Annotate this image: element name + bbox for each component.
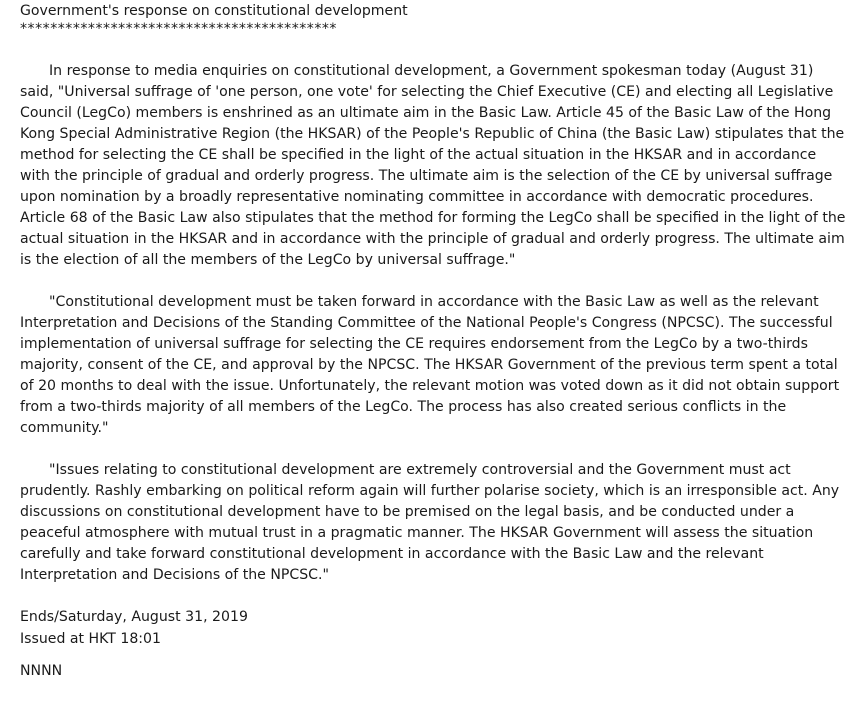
document-title: Government's response on constitutional development [20,3,408,19]
end-mark: NNNN [20,663,63,679]
issued-time: Issued at HKT 18:01 [20,631,161,647]
paragraph-1: In response to media enquiries on constitutional development, a Government spokesman today (August 31) said, "Universal suffrage of 'one person, one vote' for selecting the Chief Executive (CE) and electing all Legislative Council (LegCo) members is enshrined as an ultimate aim in the Basic Law. Article 45 of the Basic Law of the Hong Kong Special Administrative Region (the HKSAR) of the People's Republic of China (the Basic Law) stipulates that the method for selecting the CE shall be specified in the light of the actual situation in the HKSAR and in accordance with the principle of gradual and orderly progress. The ultimate aim is the selection of the CE by universal suffrage upon nomination by a broadly representative nominating committee in accordance with democratic procedures. Article 68 of the Basic Law also stipulates that the method for forming the LegCo shall be specified in the light of the actual situation in the HKSAR and in accordance with the principle of gradual and orderly progress. The ultimate aim is the election of all the members of the LegCo by universal suffrage." [20,63,846,268]
paragraph-3: "Issues relating to constitutional development are extremely controversial and the Government must act prudently. Rashly embarking on political reform again will further polarise society, which is an irresponsible act. Any discussions on constitutional development have to be premised on the legal basis, and be conducted under a peaceful atmosphere with mutual trust in a pragmatic manner. The HKSAR Government will assess the situation carefully and take forward constitutional development in accordance with the Basic Law and the relevant Interpretation and Decisions of the NPCSC." [20,462,840,583]
ends-dateline: Ends/Saturday, August 31, 2019 [20,609,248,625]
title-separator: ****************************************** [20,21,337,37]
paragraph-2: "Constitutional development must be taken forward in accordance with the Basic Law as well as the relevant Interpretation and Decisions of the Standing Committee of the National People's Congress (NPCSC). The successful implementation of universal suffrage for selecting the CE requires endorsement from the LegCo by a two-thirds majority, consent of the CE, and approval by the NPCSC. The HKSAR Government of the previous term spent a total of 20 months to deal with the issue. Unfortunately, the relevant motion was voted down as it did not obtain support from a two-thirds majority of all members of the LegCo. The process has also created serious conflicts in the community." [20,294,840,436]
